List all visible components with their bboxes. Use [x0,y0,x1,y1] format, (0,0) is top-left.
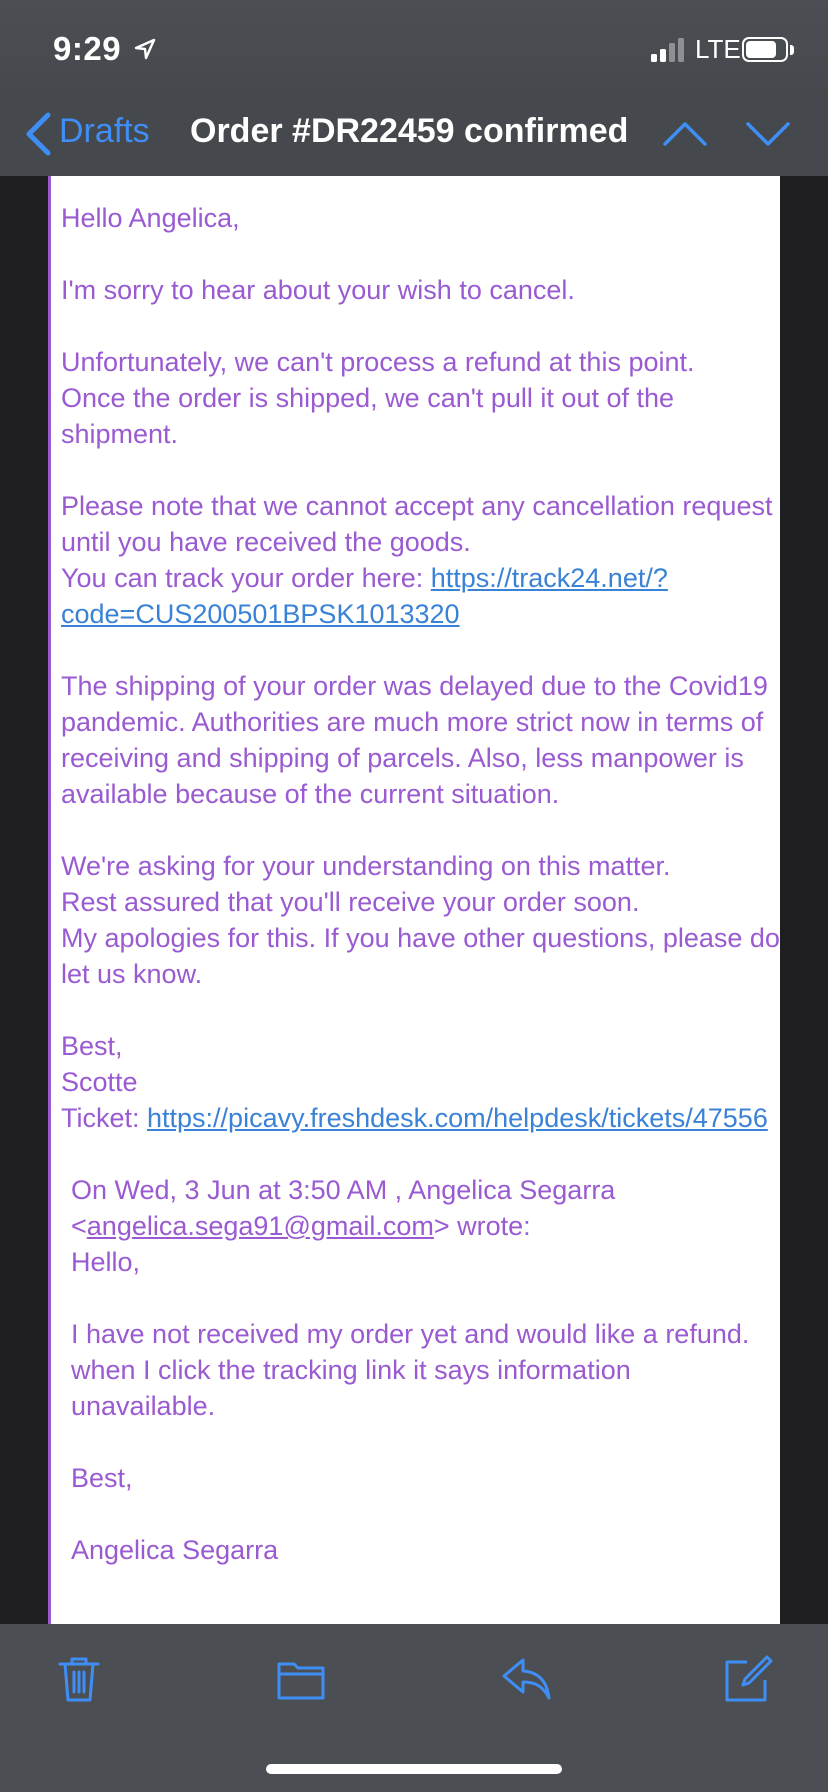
nav-bar [0,100,828,176]
quote-header [71,1172,780,1244]
right-margin [780,176,828,1624]
status-bar [0,0,828,100]
signal-icon [651,38,687,62]
status-time: 9:29 [53,30,122,67]
email-paragraph-5-line-1: We're asking for your understanding on this matter. [61,851,671,881]
email-paragraph-5-line-2: Rest assured that you'll receive your order soon. [61,887,640,917]
email-ticket-line [61,1100,780,1136]
email-paragraph-5-line-3: My apologies for this. If you have other questions, please do let us know. [61,923,780,989]
location-arrow-icon [134,38,156,60]
email-paragraph-3-line-1: Please note that we cannot accept any cancellation request until you have received the goods. [61,491,773,557]
network-label: LTE [695,34,741,64]
email-signer: Scotte [61,1067,138,1097]
trash-icon[interactable] [54,1654,104,1704]
email-tracking-line [61,560,780,632]
chevron-up-icon[interactable] [663,120,707,148]
left-margin [0,176,48,1624]
email-body [61,200,780,1568]
email-signoff: Best, [61,1031,123,1061]
email-paragraph-4: The shipping of your order was delayed due to the Covid19 pandemic. Authorities are much more strict now in terms of receiving and shipping of parcels. Also, less manpower is available because of the current situation. [61,671,768,809]
quote-greeting: Hello, [71,1247,141,1277]
email-paragraph-1: I'm sorry to hear about your wish to cancel. [61,275,575,305]
tracking-link[interactable]: https://track24.net/?code=CUS200501BPSK1013320 [61,563,668,629]
quoted-message [61,1172,780,1568]
quote-header-prefix: On Wed, 3 Jun at 3:50 AM , Angelica Segarra < [71,1175,616,1241]
quote-body: I have not received my order yet and would like a refund. when I click the tracking link it says information unavailable. [71,1319,750,1421]
email-paragraph-2-line-2: Once the order is shipped, we can't pull it out of the shipment. [61,383,675,449]
chevron-down-icon[interactable] [746,120,790,148]
email-greeting: Hello Angelica, [61,203,240,233]
email-paragraph-2-line-1: Unfortunately, we can't process a refund at this point. [61,347,695,377]
back-button[interactable]: Drafts [59,112,150,150]
quote-header-suffix: > wrote: [433,1211,531,1241]
chevron-left-icon[interactable] [24,112,52,156]
quote-name: Angelica Segarra [71,1535,279,1565]
ticket-prefix: Ticket: [61,1103,148,1133]
battery-icon [742,37,788,62]
quote-signoff: Best, [71,1463,133,1493]
folder-icon[interactable] [276,1654,326,1704]
quote-sender-email[interactable]: angelica.sega91@gmail.com [86,1211,434,1241]
compose-icon[interactable] [723,1654,773,1704]
battery-tip [790,45,794,55]
email-card[interactable] [48,176,780,1624]
tracking-prefix: You can track your order here: [61,563,431,593]
reply-icon[interactable] [501,1654,551,1704]
ticket-link[interactable]: https://picavy.freshdesk.com/helpdesk/tickets/47556 [147,1103,768,1133]
page-title: Order #DR22459 confirmed [190,112,629,150]
home-indicator[interactable] [266,1764,562,1774]
